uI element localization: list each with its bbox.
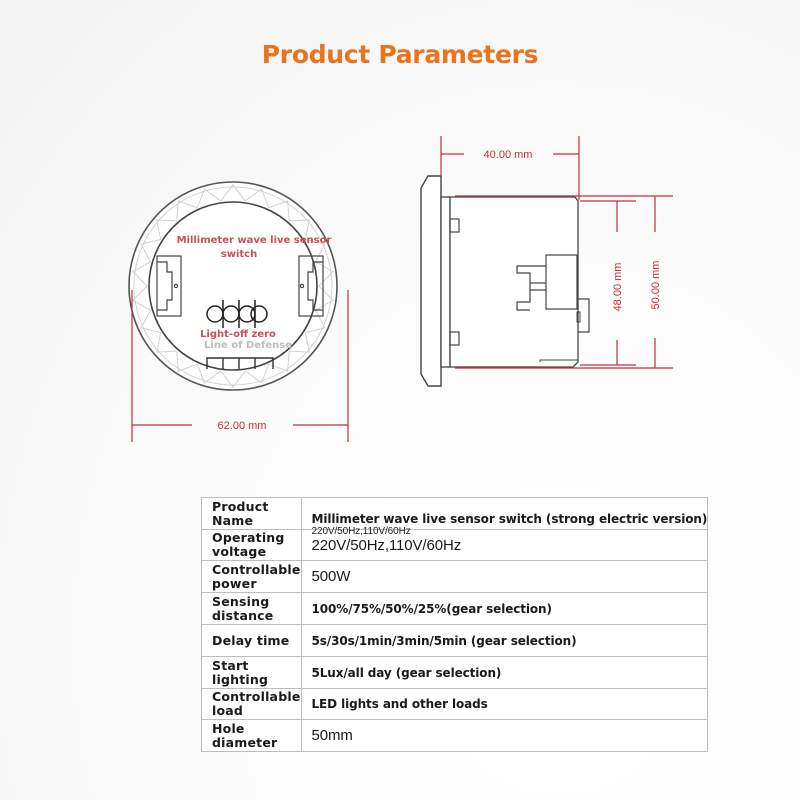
front-label-bottom-1: Light-off zero: [200, 329, 276, 340]
depth-dimension-label: 40.00 mm: [483, 149, 533, 161]
param-name: Sensing distance: [202, 593, 302, 625]
table-row: [202, 657, 708, 689]
param-value: 100%/75%/50%/25%(gear selection): [301, 593, 708, 625]
param-value-overlap: 220V/50Hz,110V/60Hz: [311, 526, 411, 537]
param-name: Operating voltage: [202, 530, 302, 561]
param-name: Delay time: [202, 625, 302, 657]
front-label-top-1: Millimeter wave live sensor: [176, 235, 332, 246]
param-value: LED lights and other loads: [301, 689, 708, 720]
param-value: 5Lux/all day (gear selection): [301, 657, 708, 689]
table-row: [202, 625, 708, 657]
outer-height-dimension-label: 50.00 mm: [650, 260, 662, 310]
table-row: [202, 530, 708, 561]
param-value: [301, 498, 708, 530]
param-name: Product Name: [202, 498, 302, 530]
table-row: [202, 498, 708, 530]
param-value: 5s/30s/1min/3min/5min (gear selection): [301, 625, 708, 657]
table-row: [202, 720, 708, 752]
page-title: Product Parameters: [261, 40, 539, 69]
param-value-text: Millimeter wave live sensor switch (strong electric version): [311, 511, 708, 526]
parameters-table: [201, 497, 708, 752]
param-value: [301, 526, 708, 561]
inner-height-dimension-label: 48.00 mm: [612, 262, 624, 312]
param-name: Controllable load: [202, 689, 302, 720]
front-label-bottom-2: Line of Defense: [204, 340, 292, 351]
width-dimension-label: 62.00 mm: [217, 420, 267, 432]
front-view: [129, 182, 348, 442]
param-name: Start lighting: [202, 657, 302, 689]
param-value-text: 220V/50Hz,110V/60Hz: [311, 536, 462, 554]
front-label-top-2: switch: [220, 249, 258, 260]
param-name: Controllable power: [202, 561, 302, 593]
param-value: 500W: [301, 561, 708, 593]
table-row: [202, 561, 708, 593]
param-value: 50mm: [301, 720, 708, 752]
side-view: [421, 136, 673, 386]
param-name: Hole diameter: [202, 720, 302, 752]
table-row: [202, 593, 708, 625]
table-row: [202, 689, 708, 720]
